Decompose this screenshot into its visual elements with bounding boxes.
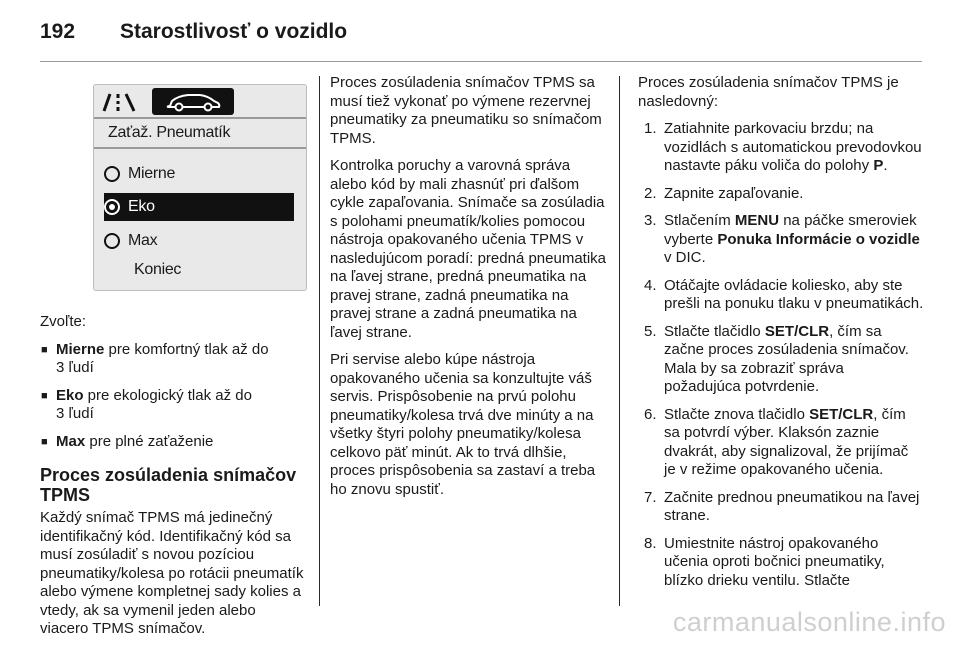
paragraph: Pri servise alebo kúpe nástroja opakovaného učenia sa konzultujte váš servis. Prispôsobenie na prvú polohu pneumatiky/kolesa trvá dve minúty a na všetky štyri polohy pneumatiky/kolesa celkovo päť minút. Ak to trvá dlhšie, proces prispôsobenia sa zastaví a treba ho znovu spustiť. bbox=[330, 351, 596, 498]
column-2 bbox=[330, 74, 608, 508]
column-3 bbox=[638, 74, 924, 599]
paragraph: Každý snímač TPMS má jedinečný identifikačný kód. Identifikačný kód sa musí zosúladiť s novou pozíciou pneumatiky/kolesa po rotácii pneumatík alebo výmene kompletnej sady kolies a vtedy, ak sa vymenil jeden alebo viacero TPMS snímačov. bbox=[40, 509, 304, 637]
dic-option-eko bbox=[104, 193, 294, 221]
dic-end-label: Koniec bbox=[134, 261, 182, 278]
paragraph: Proces zosúladenia snímačov TPMS je nasledovný: bbox=[638, 74, 899, 110]
list-item: ■ Eko pre ekologický tlak až do 3 ľudí bbox=[40, 387, 308, 424]
list-item: 8. Umiestnite nástroj opakovaného učenia oproti bočnici pneumatiky, blízko drieku ventilu. Stlačte bbox=[644, 534, 885, 589]
radio-unselected-icon bbox=[104, 233, 120, 249]
list-item: 1. Zatiahnite parkovaciu brzdu; na vozidlách s automatickou prevodovkou nastavte páku voliča do polohy P. bbox=[644, 120, 922, 174]
dic-tabs bbox=[94, 85, 306, 117]
column-1 bbox=[40, 74, 308, 648]
list-item: 5. Stlačte tlačidlo SET/CLR, čím sa začne proces zosúladenia snímačov. Mala by sa zobraziť správa požadujúca potvrdenie. bbox=[644, 322, 909, 395]
car-icon bbox=[152, 88, 234, 115]
dic-option-max bbox=[104, 227, 294, 255]
page-number: 192 bbox=[40, 20, 76, 43]
load-options-list bbox=[40, 341, 308, 452]
dic-option-label: Max bbox=[128, 231, 158, 249]
steps-list bbox=[638, 120, 924, 590]
choose-label: Zvoľte: bbox=[40, 313, 87, 330]
list-item: 4. Otáčajte ovládacie koliesko, aby ste prešli na ponuku tlaku v pneumatikách. bbox=[644, 276, 924, 312]
list-item: 2. Zapnite zapaľovanie. bbox=[644, 184, 804, 202]
page-header bbox=[40, 14, 347, 50]
list-item: ■ Max pre plné zaťaženie bbox=[40, 433, 308, 452]
watermark: carmanualsonline.info bbox=[672, 607, 946, 637]
radio-unselected-icon bbox=[104, 166, 120, 182]
dic-option-label: Eko bbox=[128, 197, 155, 215]
dic-menu-title: Zaťaž. Pneumatík bbox=[94, 117, 306, 149]
column-divider-1 bbox=[319, 76, 320, 606]
dic-option-mierne bbox=[104, 160, 294, 188]
dic-display bbox=[93, 84, 307, 291]
radio-selected-icon bbox=[104, 199, 120, 215]
list-item: 6. Stlačte znova tlačidlo SET/CLR, čím sa potvrdí výber. Klaksón zaznie dvakrát, aby signalizoval, že prijímač je v režime opakovaného učenia. bbox=[644, 405, 909, 478]
section-title: Starostlivosť o vozidlo bbox=[120, 20, 348, 43]
paragraph: Proces zosúladenia snímačov TPMS sa musí tiež vykonať po výmene rezervnej pneumatiky za pneumatiku so snímačom TPMS. bbox=[330, 74, 602, 147]
lane-tab-icon bbox=[98, 89, 148, 115]
column-divider-2 bbox=[619, 76, 620, 606]
header-rule bbox=[40, 61, 922, 62]
list-item: 7. Začnite prednou pneumatikou na ľavej strane. bbox=[644, 488, 920, 524]
paragraph: Kontrolka poruchy a varovná správa alebo kód by mali zhasnúť pri ďalšom cykle zapaľovania. Snímače sa zosúladia s polohami pneumatík/kolies pomocou nástroja opakovaného učenia TPMS v nasledujúcom poradí: predná pneumatika na ľavej strane, predná pneumatika na pravej strane, zadná pneumatika na pravej strane a zadná pneumatika na ľavej strane. bbox=[330, 157, 607, 341]
dic-option-label: Mierne bbox=[128, 164, 176, 182]
section-heading: Proces zosúladenia snímačov TPMS bbox=[40, 465, 297, 505]
list-item: ■ Mierne pre komfortný tlak až do 3 ľudí bbox=[40, 341, 308, 378]
list-item: 3. Stlačením MENU na páčke smeroviek vyberte Ponuka Informácie o vozidle v DIC. bbox=[644, 212, 920, 266]
